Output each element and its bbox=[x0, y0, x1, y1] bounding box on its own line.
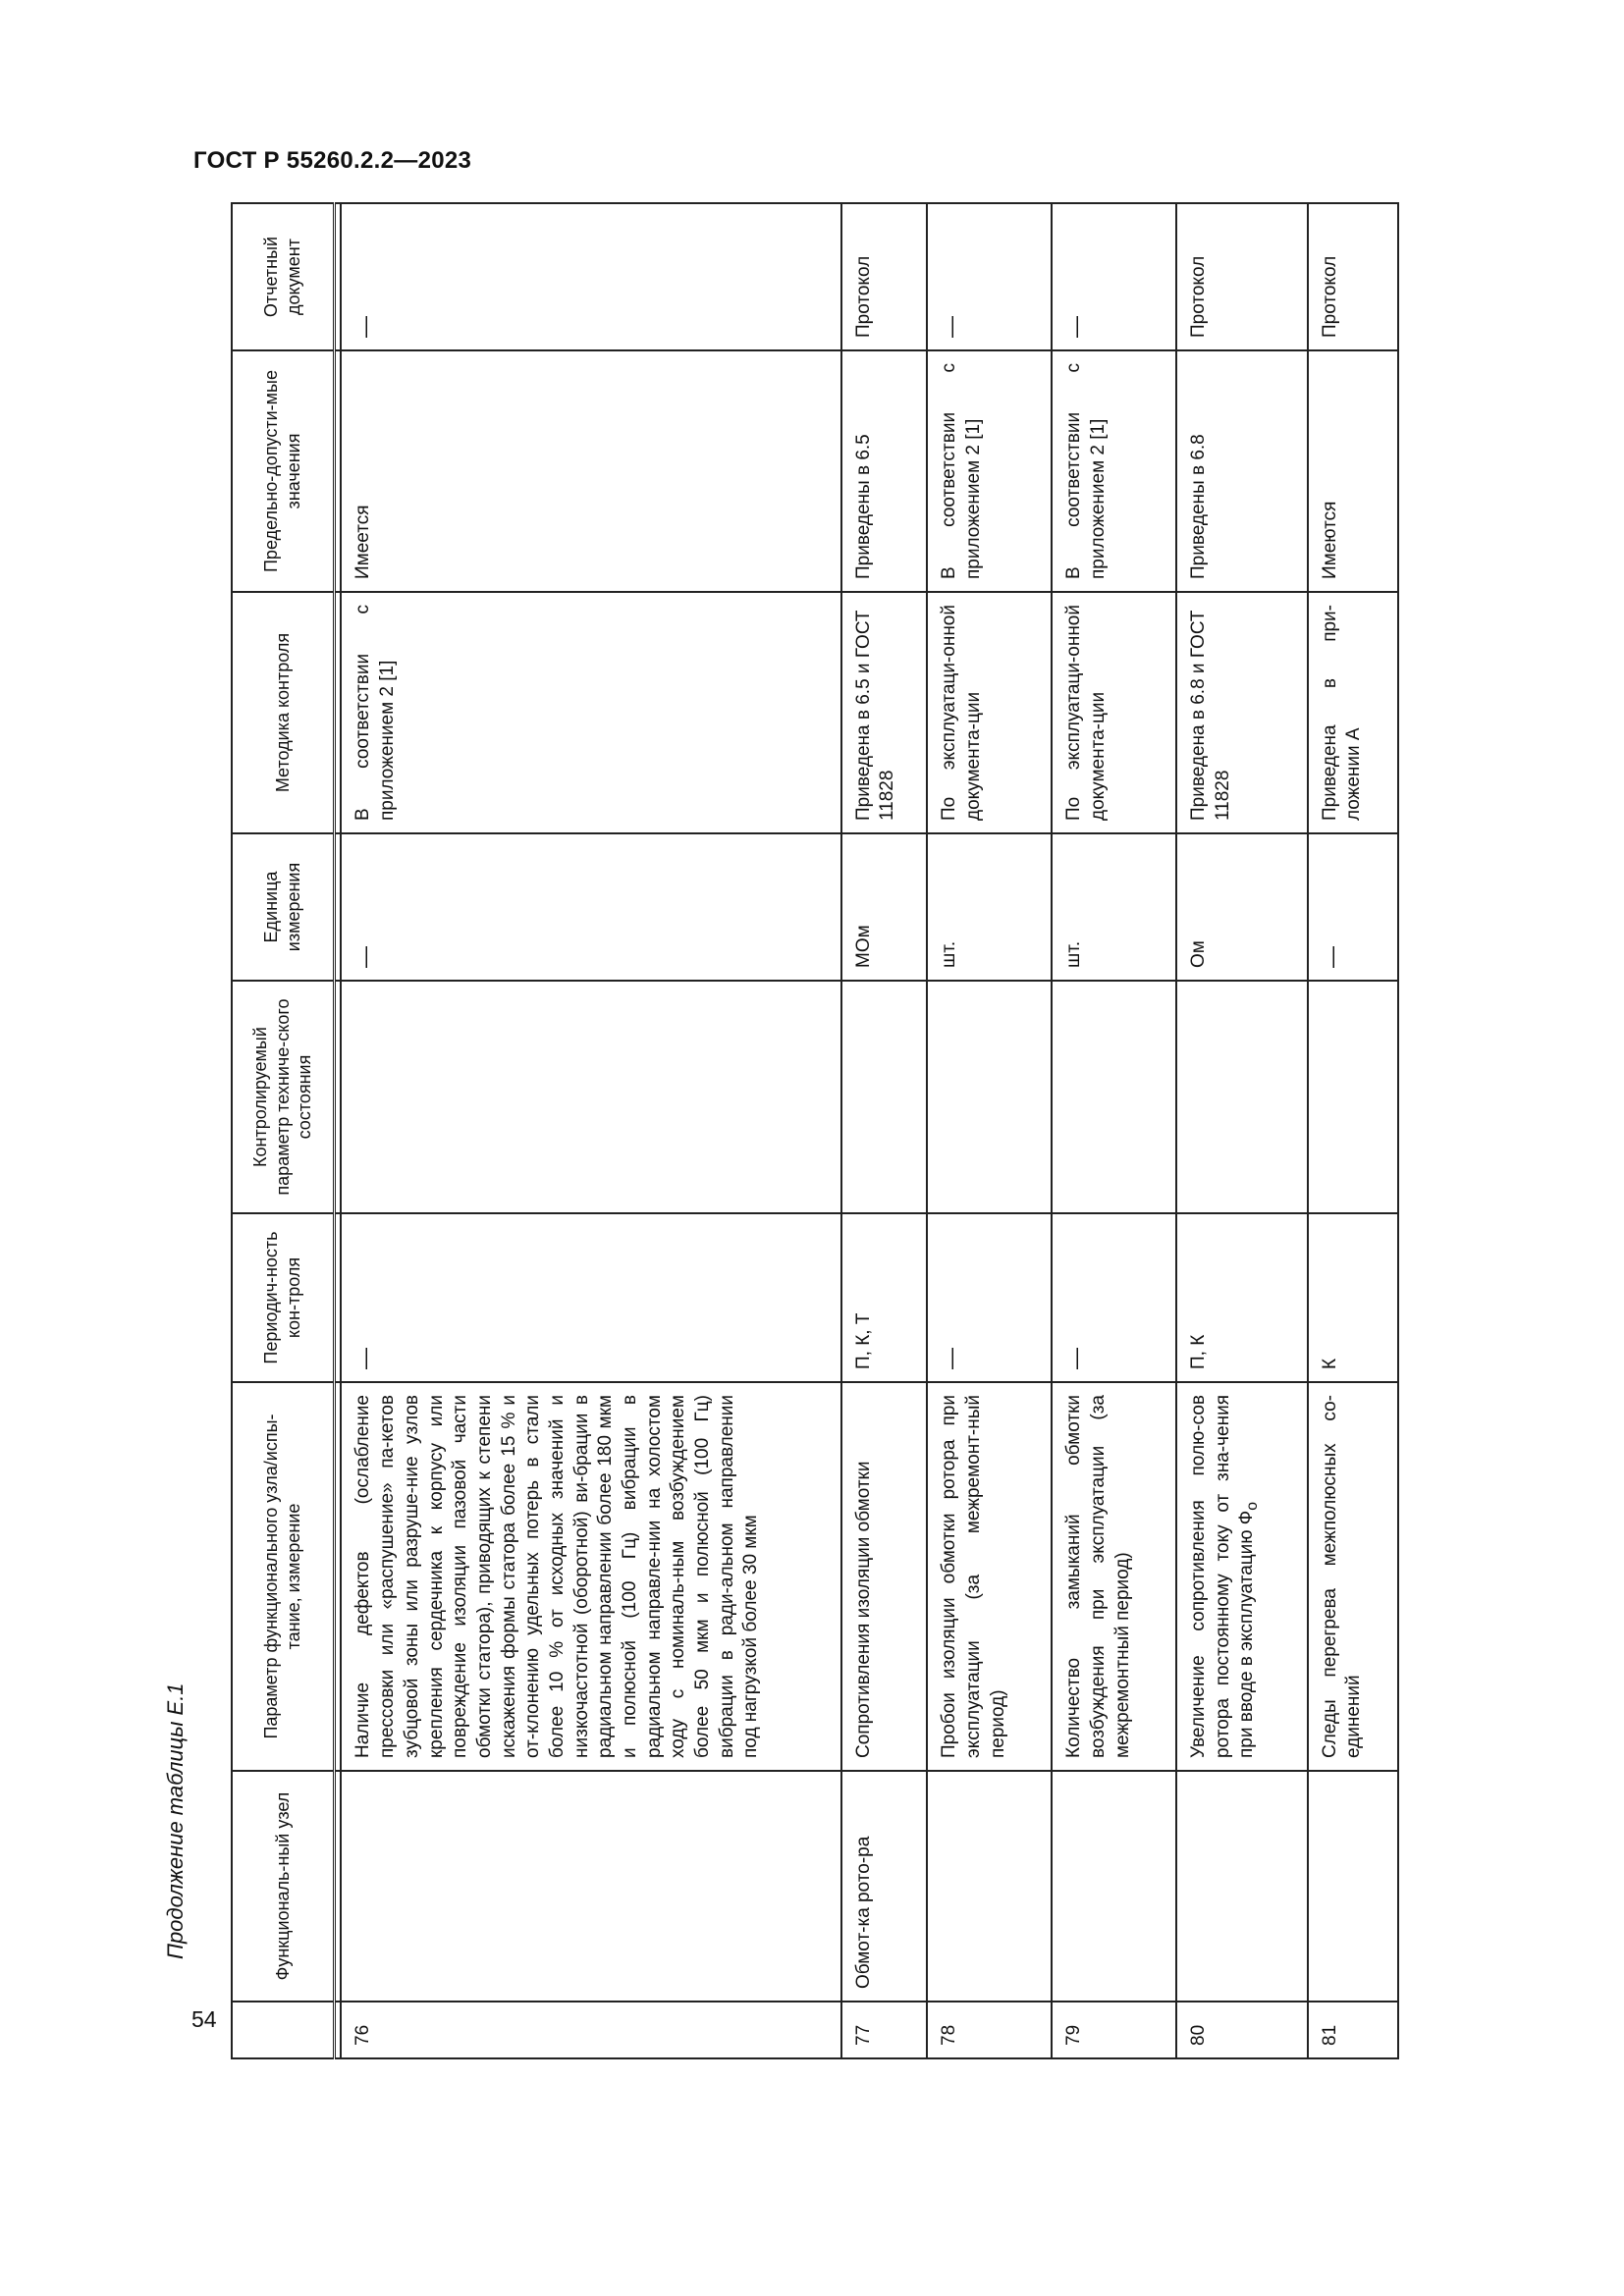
header-limit-values: Предельно-допусти-мые значения bbox=[232, 350, 334, 592]
header-functional-unit: Функциональ-ный узел bbox=[232, 1771, 334, 2002]
method: По эксплуатаци-онной документа-ции bbox=[927, 592, 1052, 833]
report-document: Протокол bbox=[841, 203, 928, 350]
report-document: — bbox=[341, 203, 840, 350]
separator-cell bbox=[334, 833, 341, 981]
unit-of-measure: — bbox=[1308, 833, 1398, 981]
table-header-row bbox=[232, 203, 334, 2058]
limit-values: Приведены в 6.8 bbox=[1176, 350, 1308, 592]
technical-condition-table bbox=[231, 202, 1399, 2059]
page-number: 54 bbox=[191, 2006, 217, 2032]
method: Приведена в 6.5 и ГОСТ 11828 bbox=[841, 592, 928, 833]
header-controlled-parameter: Контролируемый параметр техниче-ского состояния bbox=[232, 981, 334, 1213]
header-number bbox=[232, 2002, 334, 2058]
limit-values: Приведены в 6.5 bbox=[841, 350, 928, 592]
controlled-parameter bbox=[927, 981, 1052, 1213]
controlled-parameter bbox=[841, 981, 928, 1213]
header-report-document: Отчетный документ bbox=[232, 203, 334, 350]
functional-unit bbox=[341, 1771, 840, 2002]
unit-of-measure: Ом bbox=[1176, 833, 1308, 981]
report-document: — bbox=[927, 203, 1052, 350]
functional-unit bbox=[927, 1771, 1052, 2002]
unit-of-measure: — bbox=[341, 833, 840, 981]
header-separator bbox=[334, 203, 341, 2058]
parameter-text: Следы перегрева межполюсных со-единений bbox=[1308, 1382, 1398, 1771]
table-caption: Продолжение таблицы Е.1 bbox=[163, 1682, 188, 1959]
row-number: 81 bbox=[1308, 2002, 1398, 2058]
functional-unit bbox=[1308, 1771, 1398, 2002]
periodicity: — bbox=[1052, 1213, 1176, 1382]
header-unit-of-measure: Единица измерения bbox=[232, 833, 334, 981]
limit-values: Имеется bbox=[341, 350, 840, 592]
row-number: 80 bbox=[1176, 2002, 1308, 2058]
method: В соответствии с приложением 2 [1] bbox=[341, 592, 840, 833]
parameter-subscript: о bbox=[1244, 1501, 1262, 1511]
limit-values: В соответствии с приложением 2 [1] bbox=[927, 350, 1052, 592]
unit-of-measure: шт. bbox=[927, 833, 1052, 981]
controlled-parameter bbox=[1308, 981, 1398, 1213]
parameter-text: Количество замыканий обмотки возбуждения при эксплуатации (за межремонтный период) bbox=[1052, 1382, 1176, 1771]
separator-cell bbox=[334, 1213, 341, 1382]
limit-values: В соответствии с приложением 2 [1] bbox=[1052, 350, 1176, 592]
table-row bbox=[927, 203, 1052, 2058]
table-container bbox=[231, 232, 1399, 2059]
table-row bbox=[1052, 203, 1176, 2058]
separator-cell bbox=[334, 1771, 341, 2002]
periodicity: — bbox=[927, 1213, 1052, 1382]
method: Приведена в при-ложении А bbox=[1308, 592, 1398, 833]
separator-cell bbox=[334, 592, 341, 833]
limit-values: Имеются bbox=[1308, 350, 1398, 592]
parameter-text: Пробои изоляции обмотки ротора при эксплуатации (за межремонт-ный период) bbox=[927, 1382, 1052, 1771]
unit-of-measure: МОм bbox=[841, 833, 928, 981]
document-header: ГОСТ Р 55260.2.2—2023 bbox=[193, 147, 472, 174]
separator-cell bbox=[334, 2002, 341, 2058]
parameter-text: Наличие дефектов (ослабление прессовки или «распушение» па-кетов зубцовой зоны или разруше-ние узлов крепления сердечника к корпусу или повреждение изоляции пазовой части обмотки статора), приводящих к степени искажения формы статора более 15 % и от-клонению удельных потерь в стали более 10 % от исходных значений и низкочастотной (оборотной) ви-брации в радиальном направлении более 180 мкм и полюсной (100 Гц) вибрации в радиальном направле-нии на холостом ходу с номиналь-ным возбуждением более 50 мкм и полюсной (100 Гц) вибрации в ради-альном направлении под нагрузкой более 30 мкм bbox=[341, 1382, 840, 1771]
controlled-parameter bbox=[1176, 981, 1308, 1213]
table-row bbox=[1176, 203, 1308, 2058]
header-method: Методика контроля bbox=[232, 592, 334, 833]
method: По эксплуатаци-онной документа-ции bbox=[1052, 592, 1176, 833]
table-row bbox=[841, 203, 928, 2058]
row-number: 79 bbox=[1052, 2002, 1176, 2058]
separator-cell bbox=[334, 981, 341, 1213]
row-number: 77 bbox=[841, 2002, 928, 2058]
header-periodicity: Периодич-ность кон-троля bbox=[232, 1213, 334, 1382]
row-number: 76 bbox=[341, 2002, 840, 2058]
parameter-text: Сопротивления изоляции обмотки bbox=[841, 1382, 928, 1771]
header-parameter: Параметр функционального узла/испы-тание, измерение bbox=[232, 1382, 334, 1771]
periodicity: — bbox=[341, 1213, 840, 1382]
functional-unit bbox=[1176, 1771, 1308, 2002]
controlled-parameter bbox=[1052, 981, 1176, 1213]
method: Приведена в 6.8 и ГОСТ 11828 bbox=[1176, 592, 1308, 833]
table-row bbox=[341, 203, 840, 2058]
separator-cell bbox=[334, 1382, 341, 1771]
periodicity: П, К, Т bbox=[841, 1213, 928, 1382]
separator-cell bbox=[334, 350, 341, 592]
separator-cell bbox=[334, 203, 341, 350]
unit-of-measure: шт. bbox=[1052, 833, 1176, 981]
report-document: Протокол bbox=[1176, 203, 1308, 350]
controlled-parameter bbox=[341, 981, 840, 1213]
functional-unit bbox=[1052, 1771, 1176, 2002]
table-row bbox=[1308, 203, 1398, 2058]
row-number: 78 bbox=[927, 2002, 1052, 2058]
functional-unit: Обмот-ка рото-ра bbox=[841, 1771, 928, 2002]
periodicity: К bbox=[1308, 1213, 1398, 1382]
parameter-text bbox=[1176, 1382, 1308, 1771]
report-document: Протокол bbox=[1308, 203, 1398, 350]
periodicity: П, К bbox=[1176, 1213, 1308, 1382]
parameter-text-main: Увеличение сопротивления полю-сов ротора постоянному току от зна-чения при вводе в эксплуатацию Ф bbox=[1187, 1395, 1258, 1758]
report-document: — bbox=[1052, 203, 1176, 350]
